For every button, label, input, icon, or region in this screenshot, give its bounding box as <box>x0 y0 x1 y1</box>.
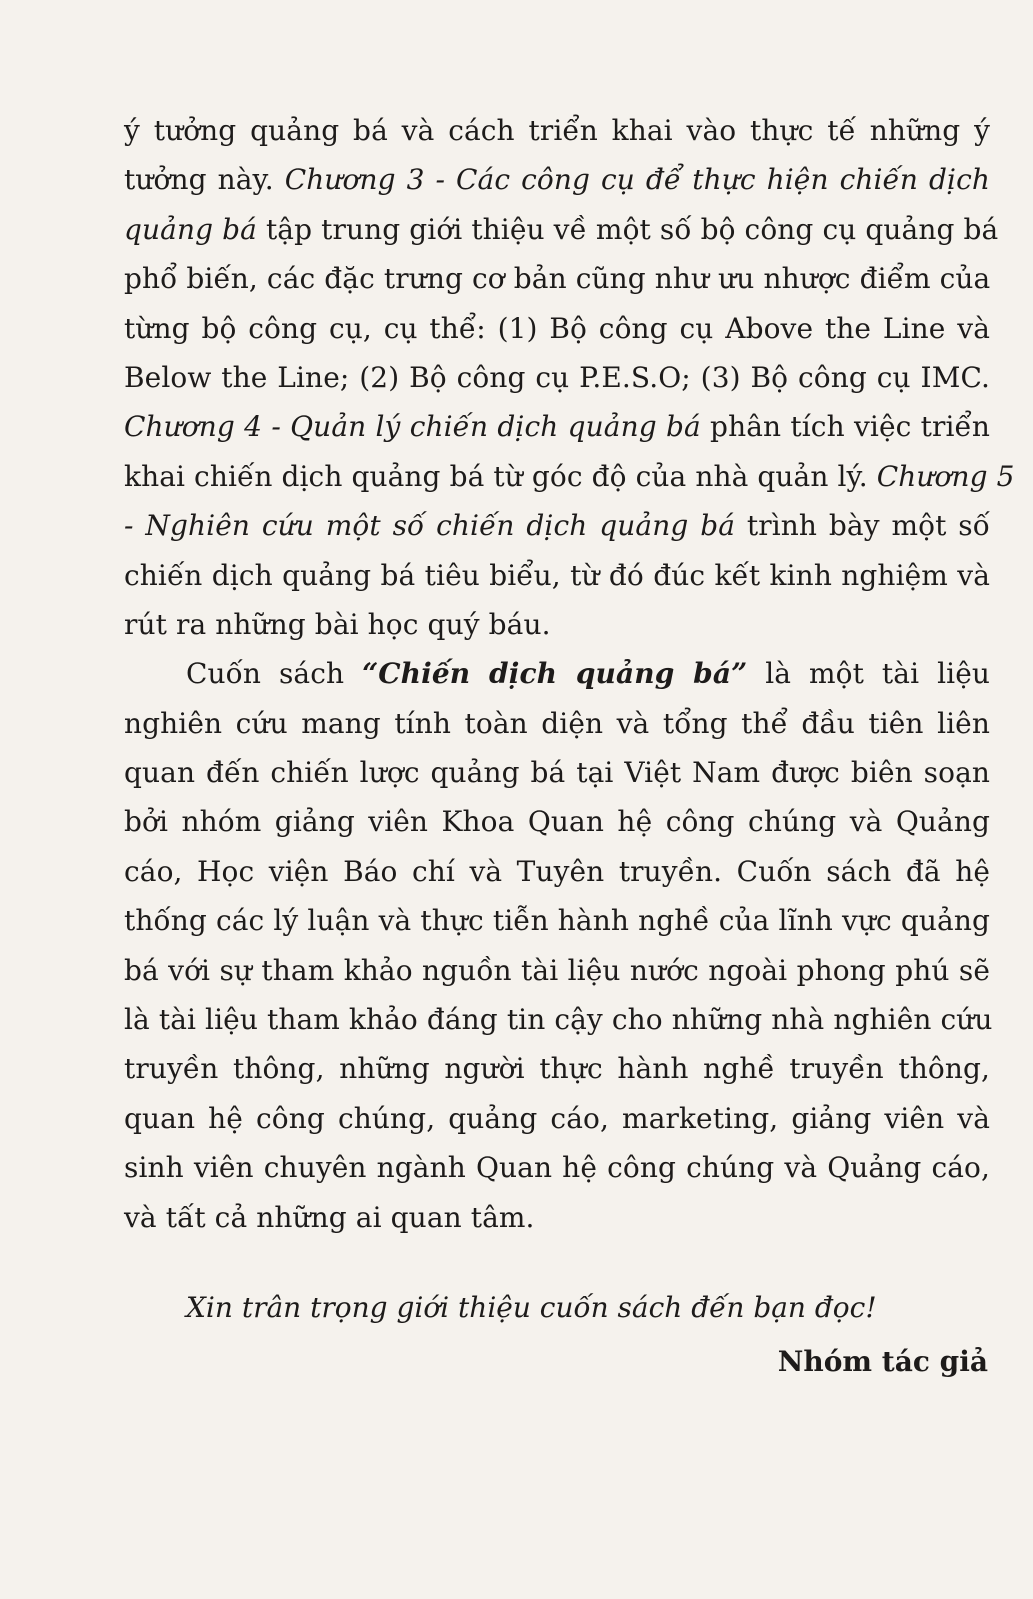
text-segment: và tất cả những ai quan tâm. <box>124 1200 535 1234</box>
chapter-3-title: Chương 3 - Các công cụ để thực hiện chiến dịch <box>284 163 990 197</box>
text-segment: Below the Line; (2) Bộ công cụ P.E.S.O; (3) Bộ công cụ IMC. <box>124 360 990 394</box>
text-line <box>124 106 990 155</box>
text-segment: trình bày một số <box>735 509 990 543</box>
text-line <box>124 995 993 1044</box>
text-segment: Cuốn sách <box>186 657 363 691</box>
text-line <box>124 304 990 353</box>
text-segment: là tài liệu tham khảo đáng tin cậy cho những nhà nghiên cứu <box>124 1003 993 1037</box>
text-line <box>124 699 990 748</box>
text-segment: rút ra những bài học quý báu. <box>124 607 551 641</box>
text-line <box>124 946 990 995</box>
text-segment: ý tưởng quảng bá và cách triển khai vào thực tế những ý <box>124 114 990 147</box>
text-line <box>124 896 990 945</box>
text-line <box>124 1044 990 1093</box>
chapter-4-title: Chương 4 - Quản lý chiến dịch quảng bá <box>124 410 701 444</box>
text-segment: từng bộ công cụ, cụ thể: (1) Bộ công cụ Above the Line và <box>124 311 990 345</box>
text-segment: quan hệ công chúng, quảng cáo, marketing, giảng viên và <box>124 1101 990 1135</box>
text-line <box>124 155 990 204</box>
text-segment: quan đến chiến lược quảng bá tại Việt Nam được biên soạn <box>124 756 990 790</box>
text-segment: tưởng này. <box>124 163 274 197</box>
text-line <box>124 402 990 451</box>
chapter-5-label: Chương 5 <box>876 459 1015 493</box>
text-line <box>124 1193 990 1242</box>
text-segment: bá với sự tham khảo nguồn tài liệu nước ngoài phong phú sẽ <box>124 953 990 987</box>
text-line <box>124 353 990 402</box>
text-line <box>124 205 999 254</box>
text-line <box>124 649 990 698</box>
text-line <box>124 1143 990 1192</box>
text-line <box>124 600 990 649</box>
chapter-3-title-cont: quảng bá <box>124 212 257 246</box>
closing-line: Xin trân trọng giới thiệu cuốn sách đến bạn đọc! <box>186 1291 877 1324</box>
text-segment: là một tài liệu <box>747 657 990 691</box>
text-line <box>124 1094 990 1143</box>
text-line <box>124 551 990 600</box>
text-line <box>124 847 990 896</box>
text-line <box>124 452 1015 501</box>
text-line <box>124 501 990 550</box>
body-text <box>124 106 1015 1242</box>
text-line <box>124 254 990 303</box>
chapter-5-title: - Nghiên cứu một số chiến dịch quảng bá <box>124 509 736 543</box>
book-title: “Chiến dịch quảng bá” <box>362 657 748 691</box>
text-segment: chiến dịch quảng bá tiêu biểu, từ đó đúc kết kinh nghiệm và <box>124 558 990 592</box>
text-segment: tập trung giới thiệu về một số bộ công cụ quảng bá <box>256 212 999 246</box>
text-segment: thống các lý luận và thực tiễn hành nghề của lĩnh vực quảng <box>124 904 990 938</box>
text-segment: phân tích việc triển <box>700 410 990 444</box>
text-segment: khai chiến dịch quảng bá từ góc độ của nhà quản lý. <box>124 459 868 493</box>
text-segment: bởi nhóm giảng viên Khoa Quan hệ công chúng và Quảng <box>124 805 990 839</box>
text-segment: nghiên cứu mang tính toàn diện và tổng thể đầu tiên liên <box>124 706 990 740</box>
text-segment: phổ biến, các đặc trưng cơ bản cũng như ưu nhược điểm của <box>124 262 991 296</box>
text-segment: sinh viên chuyên ngành Quan hệ công chúng và Quảng cáo, <box>124 1151 990 1185</box>
text-segment: cáo, Học viện Báo chí và Tuyên truyền. Cuốn sách đã hệ <box>124 854 990 888</box>
text-line <box>124 797 990 846</box>
text-line <box>124 748 990 797</box>
author-signature: Nhóm tác giả <box>777 1345 988 1378</box>
text-segment: truyền thông, những người thực hành nghề truyền thông, <box>124 1052 990 1086</box>
